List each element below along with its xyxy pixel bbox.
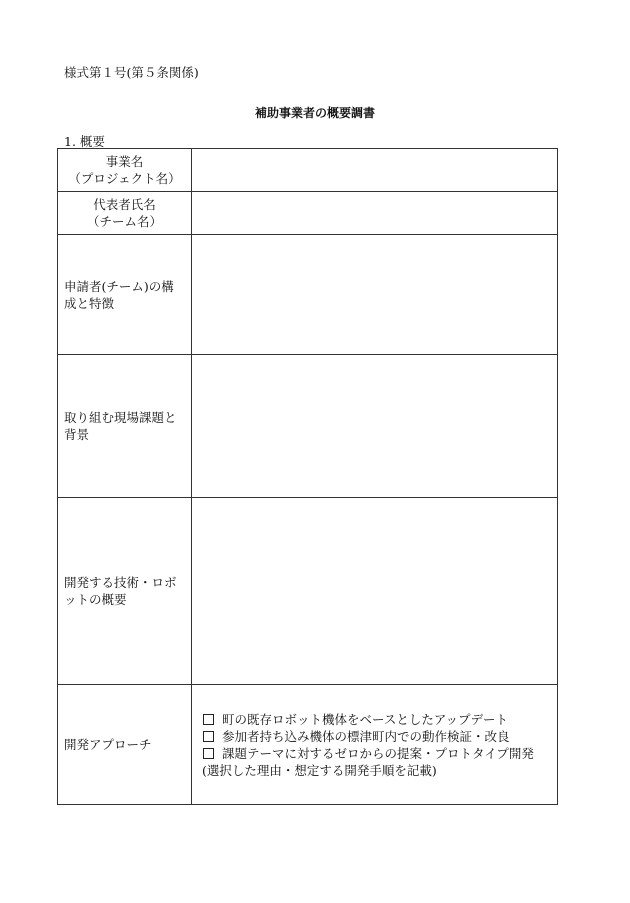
overview-table bbox=[57, 148, 558, 805]
table-row bbox=[58, 355, 558, 498]
label-line: 開発する技術・ロボ bbox=[64, 575, 177, 590]
approach-option-brought-in-robot[interactable] bbox=[202, 728, 547, 745]
label-line: 成と特徴 bbox=[64, 295, 115, 311]
label-line: （チーム名） bbox=[86, 214, 162, 229]
label-line: 事業名 bbox=[105, 154, 144, 169]
option-label: 参加者持ち込み機体の標津町内での動作検証・改良 bbox=[222, 728, 510, 744]
document-title: 補助事業者の概要調書 bbox=[254, 106, 375, 120]
label-line: 代表者氏名 bbox=[93, 197, 156, 212]
applicant-composition-label bbox=[58, 235, 192, 355]
label-line: ットの概要 bbox=[64, 592, 127, 607]
field-issue-label bbox=[58, 355, 192, 498]
checkbox[interactable] bbox=[203, 731, 214, 742]
form-number: 様式第１号(第５条関係) bbox=[64, 65, 199, 80]
project-name-label bbox=[58, 149, 192, 192]
approach-option-existing-robot[interactable] bbox=[202, 711, 547, 728]
label-line: （プロジェクト名） bbox=[68, 171, 181, 186]
development-approach-options bbox=[192, 685, 558, 805]
label-line: 申請者(チーム)の構 bbox=[64, 278, 174, 294]
representative-name-label bbox=[58, 192, 192, 235]
label-line: 取り組む現場課題と bbox=[64, 410, 177, 425]
table-row bbox=[58, 192, 558, 235]
option-label: 課題テーマに対するゼロからの提案・プロトタイプ開発 bbox=[222, 745, 534, 761]
table-row bbox=[58, 685, 558, 805]
option-label: 町の既存ロボット機体をベースとしたアップデート bbox=[222, 711, 509, 727]
table-row bbox=[58, 149, 558, 192]
approach-option-new-prototype[interactable] bbox=[202, 745, 547, 762]
checkbox[interactable] bbox=[203, 714, 214, 725]
project-name-field[interactable] bbox=[192, 149, 558, 192]
technology-overview-field[interactable] bbox=[192, 498, 558, 685]
representative-name-field[interactable] bbox=[192, 192, 558, 235]
technology-overview-label bbox=[58, 498, 192, 685]
applicant-composition-field[interactable] bbox=[192, 235, 558, 355]
checkbox[interactable] bbox=[203, 748, 214, 759]
field-issue-field[interactable] bbox=[192, 355, 558, 498]
table-row bbox=[58, 498, 558, 685]
approach-note: (選択した理由・想定する開発手順を記載) bbox=[202, 762, 437, 778]
table-row bbox=[58, 235, 558, 355]
development-approach-label: 開発アプローチ bbox=[58, 685, 192, 805]
label-line: 背景 bbox=[64, 427, 90, 442]
section-heading: 1. 概要 bbox=[64, 134, 105, 149]
